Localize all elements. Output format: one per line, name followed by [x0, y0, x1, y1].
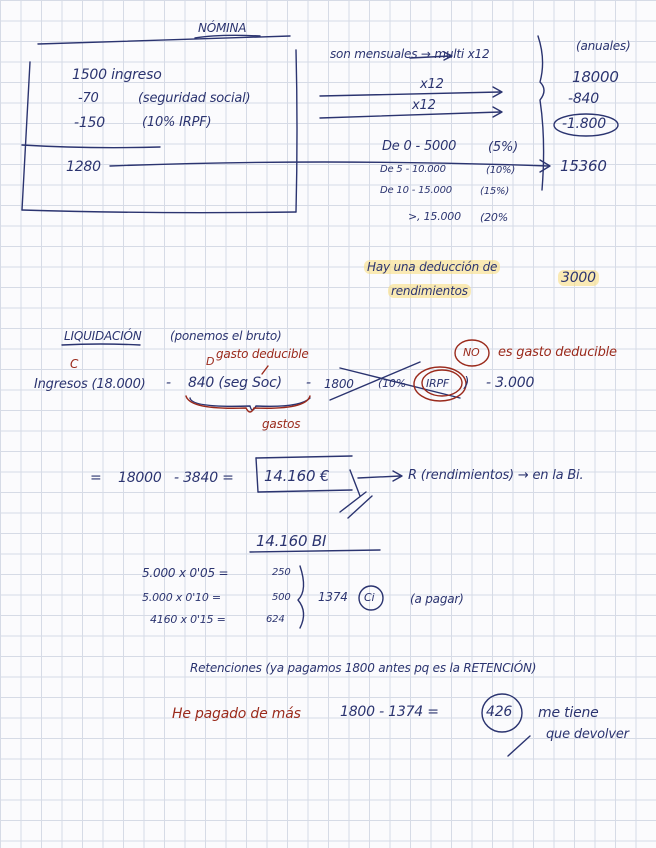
final-expr: 1800 - 1374 =	[340, 704, 439, 720]
liquidacion-subtitle: (ponemos el bruto)	[170, 329, 282, 343]
formula-irpf-pct: (10%	[378, 377, 406, 390]
x12-label-b: x12	[412, 98, 436, 113]
ci-label: Ci	[364, 591, 375, 604]
refund-value: 426	[486, 704, 513, 720]
nomina-title: NÓMINA	[198, 21, 247, 35]
tax-row-expr: 5.000 x 0'10 =	[142, 591, 221, 604]
bracket-rate: (5%)	[488, 140, 518, 155]
annual-ss: -840	[568, 91, 599, 107]
bracket-rate: (20%	[480, 211, 508, 224]
nomina-income: 1500 ingreso	[72, 67, 162, 83]
deduction-amount: 3000	[558, 270, 599, 286]
bracket-rate: (10%)	[486, 165, 516, 176]
tax-row-value: 500	[272, 592, 291, 603]
bracket-range: >, 15.000	[408, 210, 461, 223]
x12-label-a: x12	[420, 77, 444, 92]
nomina-irpf-amount: -150	[74, 115, 105, 131]
bracket-range: De 0 - 5000	[382, 139, 457, 154]
no-mark: NO	[463, 346, 480, 359]
tax-total: 1374	[318, 590, 348, 604]
final-tail-1: me tiene	[538, 705, 599, 721]
formula-seg-soc: 840 (seg Soc)	[188, 375, 282, 391]
bracket-range: De 5 - 10.000	[380, 164, 446, 175]
bi-title: 14.160 BI	[256, 532, 327, 550]
pay-label: (a pagar)	[410, 592, 464, 606]
no-deducible-note: es gasto deducible	[498, 345, 617, 360]
formula-minus-3000: - 3.000	[486, 375, 535, 391]
retenciones-note: Retenciones (ya pagamos 1800 antes pq es la RETENCIÓN)	[190, 661, 537, 675]
liquidacion-title: LIQUIDACIÓN	[64, 329, 142, 343]
nomina-ss-label: (seguridad social)	[138, 91, 251, 106]
annual-irpf: -1.800	[562, 116, 606, 132]
formula-ingresos: Ingresos (18.000)	[34, 377, 146, 392]
tax-row-expr: 4160 x 0'15 =	[150, 613, 226, 626]
tax-row-value: 624	[266, 614, 285, 625]
formula-1800: 1800	[324, 377, 354, 391]
nomina-net: 1280	[66, 159, 101, 175]
final-tail-2: que devolver	[546, 727, 629, 742]
annual-header: (anuales)	[576, 39, 631, 53]
deduction-text-1: Hay una deducción de	[364, 260, 500, 274]
annual-note: son mensuales → multi x12	[330, 47, 490, 61]
final-text: He pagado de más	[172, 706, 301, 722]
deduction-text-2: rendimientos	[388, 284, 471, 298]
nomina-irpf-label: (10% IRPF)	[142, 115, 212, 130]
bracket-rate: (15%)	[480, 186, 510, 197]
annual-gross: 18000	[572, 68, 619, 86]
result-gross: 18000	[118, 470, 162, 486]
gasto-deducible-note: gasto deducible	[216, 347, 309, 361]
formula-close: )	[464, 375, 470, 391]
c-mark: C	[70, 357, 79, 371]
annual-net: 15360	[560, 157, 607, 175]
gastos-label: gastos	[262, 417, 301, 431]
result-value: 14.160 €	[264, 467, 330, 485]
result-equals: =	[90, 470, 102, 486]
tax-row-value: 250	[272, 567, 291, 578]
result-minus: - 3840 =	[174, 470, 234, 486]
formula-minus: -	[166, 375, 171, 391]
nomina-ss-amount: -70	[78, 91, 99, 106]
tax-row-expr: 5.000 x 0'05 =	[142, 566, 229, 580]
rendimientos-note: R (rendimientos) → en la Bi.	[408, 468, 584, 483]
formula-minus: -	[306, 375, 311, 391]
bracket-range: De 10 - 15.000	[380, 185, 452, 196]
formula-irpf: IRPF	[426, 377, 450, 390]
d-mark: D	[206, 355, 215, 368]
